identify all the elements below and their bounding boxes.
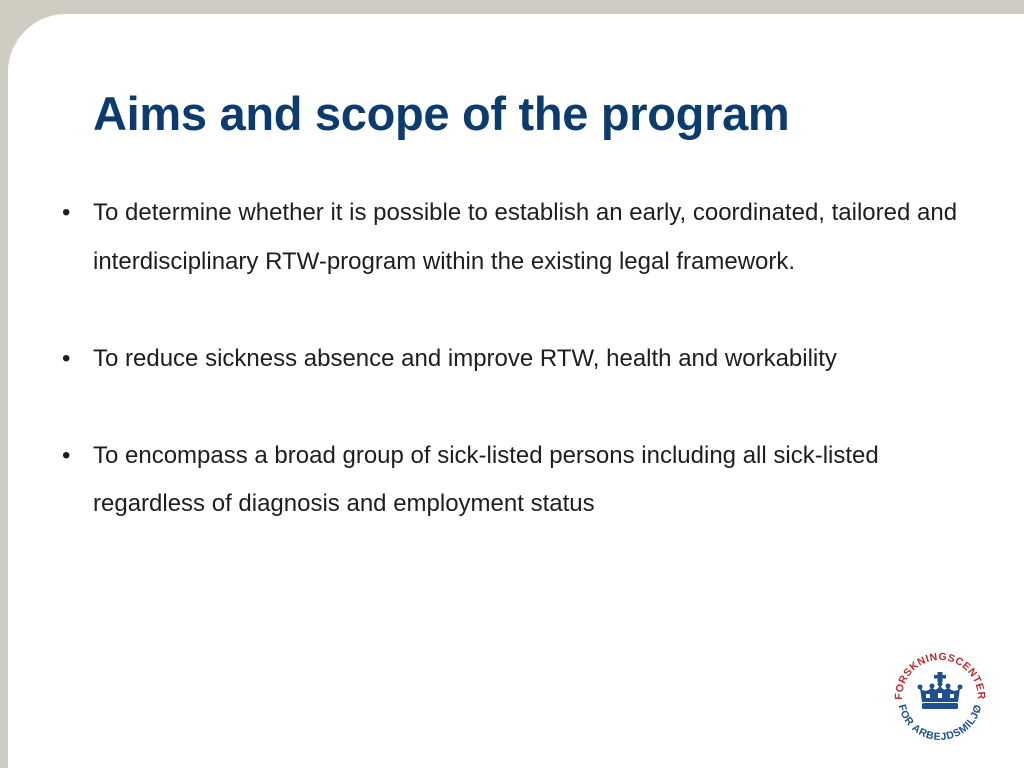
bullet-list: [60, 189, 980, 577]
slide-title: Aims and scope of the program: [93, 87, 790, 140]
bullet-item: [60, 335, 980, 384]
slide: [8, 14, 1024, 768]
crown-icon: [918, 672, 963, 709]
bullet-marker: •: [62, 199, 71, 226]
bullet-text: To encompass a broad group of sick-listed persons including all sick-listed regardless of diagnosis and employment status: [93, 441, 879, 517]
bullet-text: To determine whether it is possible to establish an early, coordinated, tailored and interdisciplinary RTW-program within the existing legal framework.: [93, 199, 958, 275]
bullet-text: To reduce sickness absence and improve RTW, health and workability: [93, 344, 837, 372]
logo-bottom-text: FOR ARBEJDSMILJØ: [895, 702, 985, 744]
crown-seal-icon: [886, 644, 994, 752]
bullet-marker: •: [62, 441, 71, 469]
bullet-marker: •: [62, 344, 71, 372]
bullet-item: [60, 432, 980, 529]
bullet-item: [60, 189, 980, 286]
logo-top-text: FORSKNINGSCENTER: [892, 650, 988, 701]
